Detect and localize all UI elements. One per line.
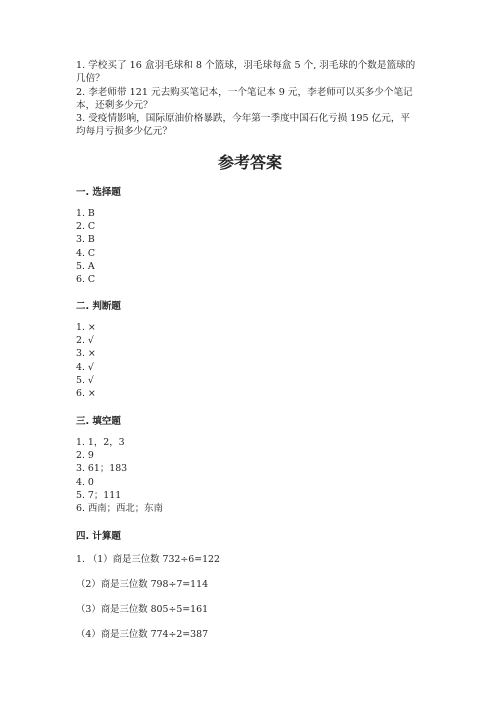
word-problems (76, 59, 436, 139)
section-heading-judge: 二. 判断题 (76, 301, 121, 312)
list-item: 1. 1，2，3 (76, 437, 125, 448)
calc-answer-3: （3）商是三位数 805÷5=161 (76, 604, 209, 615)
calc-answer-2: （2）商是三位数 798÷7=114 (76, 579, 209, 590)
question-3-line-2: 均每月亏损多少亿元？ (76, 126, 172, 138)
list-item: 6. × (76, 388, 96, 400)
list-item: 2. √ (76, 335, 94, 347)
section-heading-choice: 一. 选择题 (76, 187, 121, 198)
list-item: 3. 61；183 (76, 463, 128, 475)
question-2-line-1: 2. 李老师带 121 元去购买笔记本，一个笔记本 9 元，李老师可以买多少个笔记 (76, 86, 413, 98)
list-item: 2. 9 (76, 450, 94, 462)
question-3-line-1: 3. 受疫情影响，国际原油价格暴跌，今年第一季度中国石化亏损 195 亿元，平 (76, 113, 411, 125)
question-1-line-2: 几倍？ (76, 73, 105, 85)
list-item: 1. B (76, 208, 95, 219)
list-item: 5. A (76, 260, 95, 272)
judge-answer-list (76, 321, 96, 400)
list-item: 4. √ (76, 361, 94, 373)
list-item: 3. B (76, 234, 95, 246)
question-2-line-2: 本，还剩多少元？ (76, 99, 153, 111)
choice-answer-list (76, 207, 95, 286)
section-heading-calc: 四. 计算题 (76, 531, 121, 542)
fill-answer-list (76, 436, 163, 515)
section-heading-fill: 三. 填空题 (76, 416, 121, 427)
calc-answer-1: 1. （1）商是三位数 732÷6=122 (76, 554, 220, 565)
list-item: 5. 7；111 (76, 489, 122, 501)
list-item: 6. 西南；西北；东南 (76, 503, 163, 515)
list-item: 5. √ (76, 374, 94, 386)
list-item: 2. C (76, 221, 96, 233)
calc-answer-4: （4）商是三位数 774÷2=387 (76, 629, 209, 640)
list-item: 3. × (76, 348, 96, 360)
list-item: 4. 0 (76, 476, 94, 488)
list-item: 1. × (76, 322, 96, 333)
list-item: 4. C (76, 247, 96, 259)
answer-key-title: 参考答案 (217, 153, 282, 172)
list-item: 6. C (76, 274, 96, 286)
question-1-line-1: 1. 学校买了 16 盒羽毛球和 8 个篮球，羽毛球每盒 5 个, 羽毛球的个数是篮球的 (76, 60, 416, 71)
